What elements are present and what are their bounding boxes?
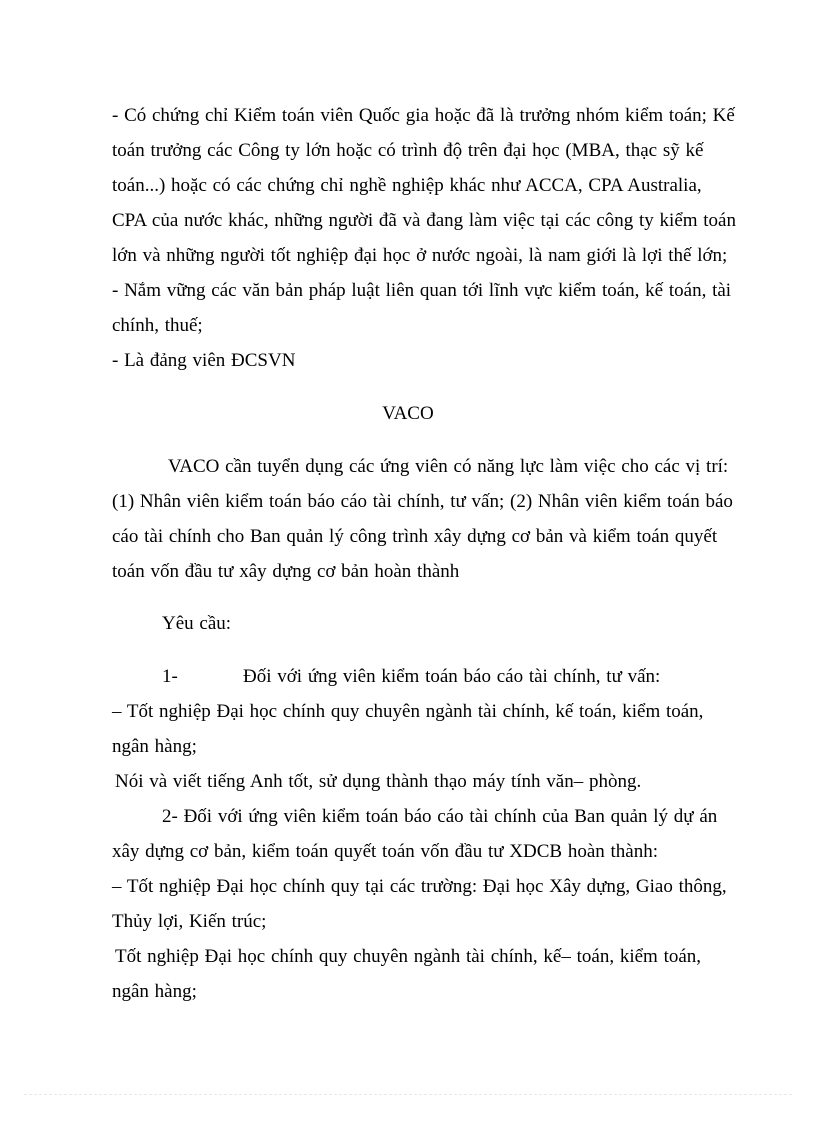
item-heading: 2- Đối với ứng viên kiểm toán báo cáo tài chính của Ban quản lý dự án [162, 806, 718, 827]
intro-line: toán vốn đầu tư xây dựng cơ bản hoàn thành [112, 561, 460, 582]
text-line: – Tốt nghiệp Đại học chính quy chuyên ngành tài chính, kế toán, kiểm toán, [112, 701, 704, 722]
text-line: toán trưởng các Công ty lớn hoặc có trình độ trên đại học (MBA, thạc sỹ kế [112, 140, 704, 161]
item-heading: Đối với ứng viên kiểm toán báo cáo tài chính, tư vấn: [243, 666, 661, 687]
intro-line: (1) Nhân viên kiểm toán báo cáo tài chính, tư vấn; (2) Nhân viên kiểm toán báo [112, 491, 733, 512]
text-line: - Nắm vững các văn bản pháp luật liên quan tới lĩnh vực kiểm toán, kế toán, tài [112, 280, 732, 301]
text-line: chính, thuế; [112, 315, 203, 336]
text-line: xây dựng cơ bản, kiểm toán quyết toán vốn đầu tư XDCB hoàn thành: [112, 841, 658, 862]
intro-line: VACO cần tuyển dụng các ứng viên có năng lực làm việc cho các vị trí: [168, 456, 729, 477]
text-line: Nói và viết tiếng Anh tốt, sử dụng thành thạo máy tính văn– phòng. [115, 771, 642, 792]
text-line: Tốt nghiệp Đại học chính quy chuyên ngành tài chính, kế– toán, kiểm toán, [115, 946, 702, 967]
text-line: Thủy lợi, Kiến trúc; [112, 911, 267, 932]
text-line: ngân hàng; [112, 981, 197, 1002]
text-line: lớn và những người tốt nghiệp đại học ở nước ngoài, là nam giới là lợi thế lớn; [112, 245, 728, 266]
requirements-label: Yêu cầu: [162, 613, 232, 634]
item-number: 1- [162, 666, 178, 687]
text-line: toán...) hoặc có các chứng chỉ nghề nghiệp khác như ACCA, CPA Australia, [112, 175, 702, 196]
text-line: – Tốt nghiệp Đại học chính quy tại các trường: Đại học Xây dựng, Giao thông, [112, 876, 727, 897]
page-footer-divider [24, 1094, 792, 1095]
text-line: - Có chứng chỉ Kiểm toán viên Quốc gia hoặc đã là trưởng nhóm kiểm toán; Kế [112, 105, 735, 126]
section-heading: VACO [382, 403, 434, 424]
intro-line: cáo tài chính cho Ban quản lý công trình xây dựng cơ bản và kiểm toán quyết [112, 526, 718, 547]
text-line: ngân hàng; [112, 736, 197, 757]
text-line: - Là đảng viên ĐCSVN [112, 350, 296, 371]
text-line: CPA của nước khác, những người đã và đang làm việc tại các công ty kiểm toán [112, 210, 736, 231]
